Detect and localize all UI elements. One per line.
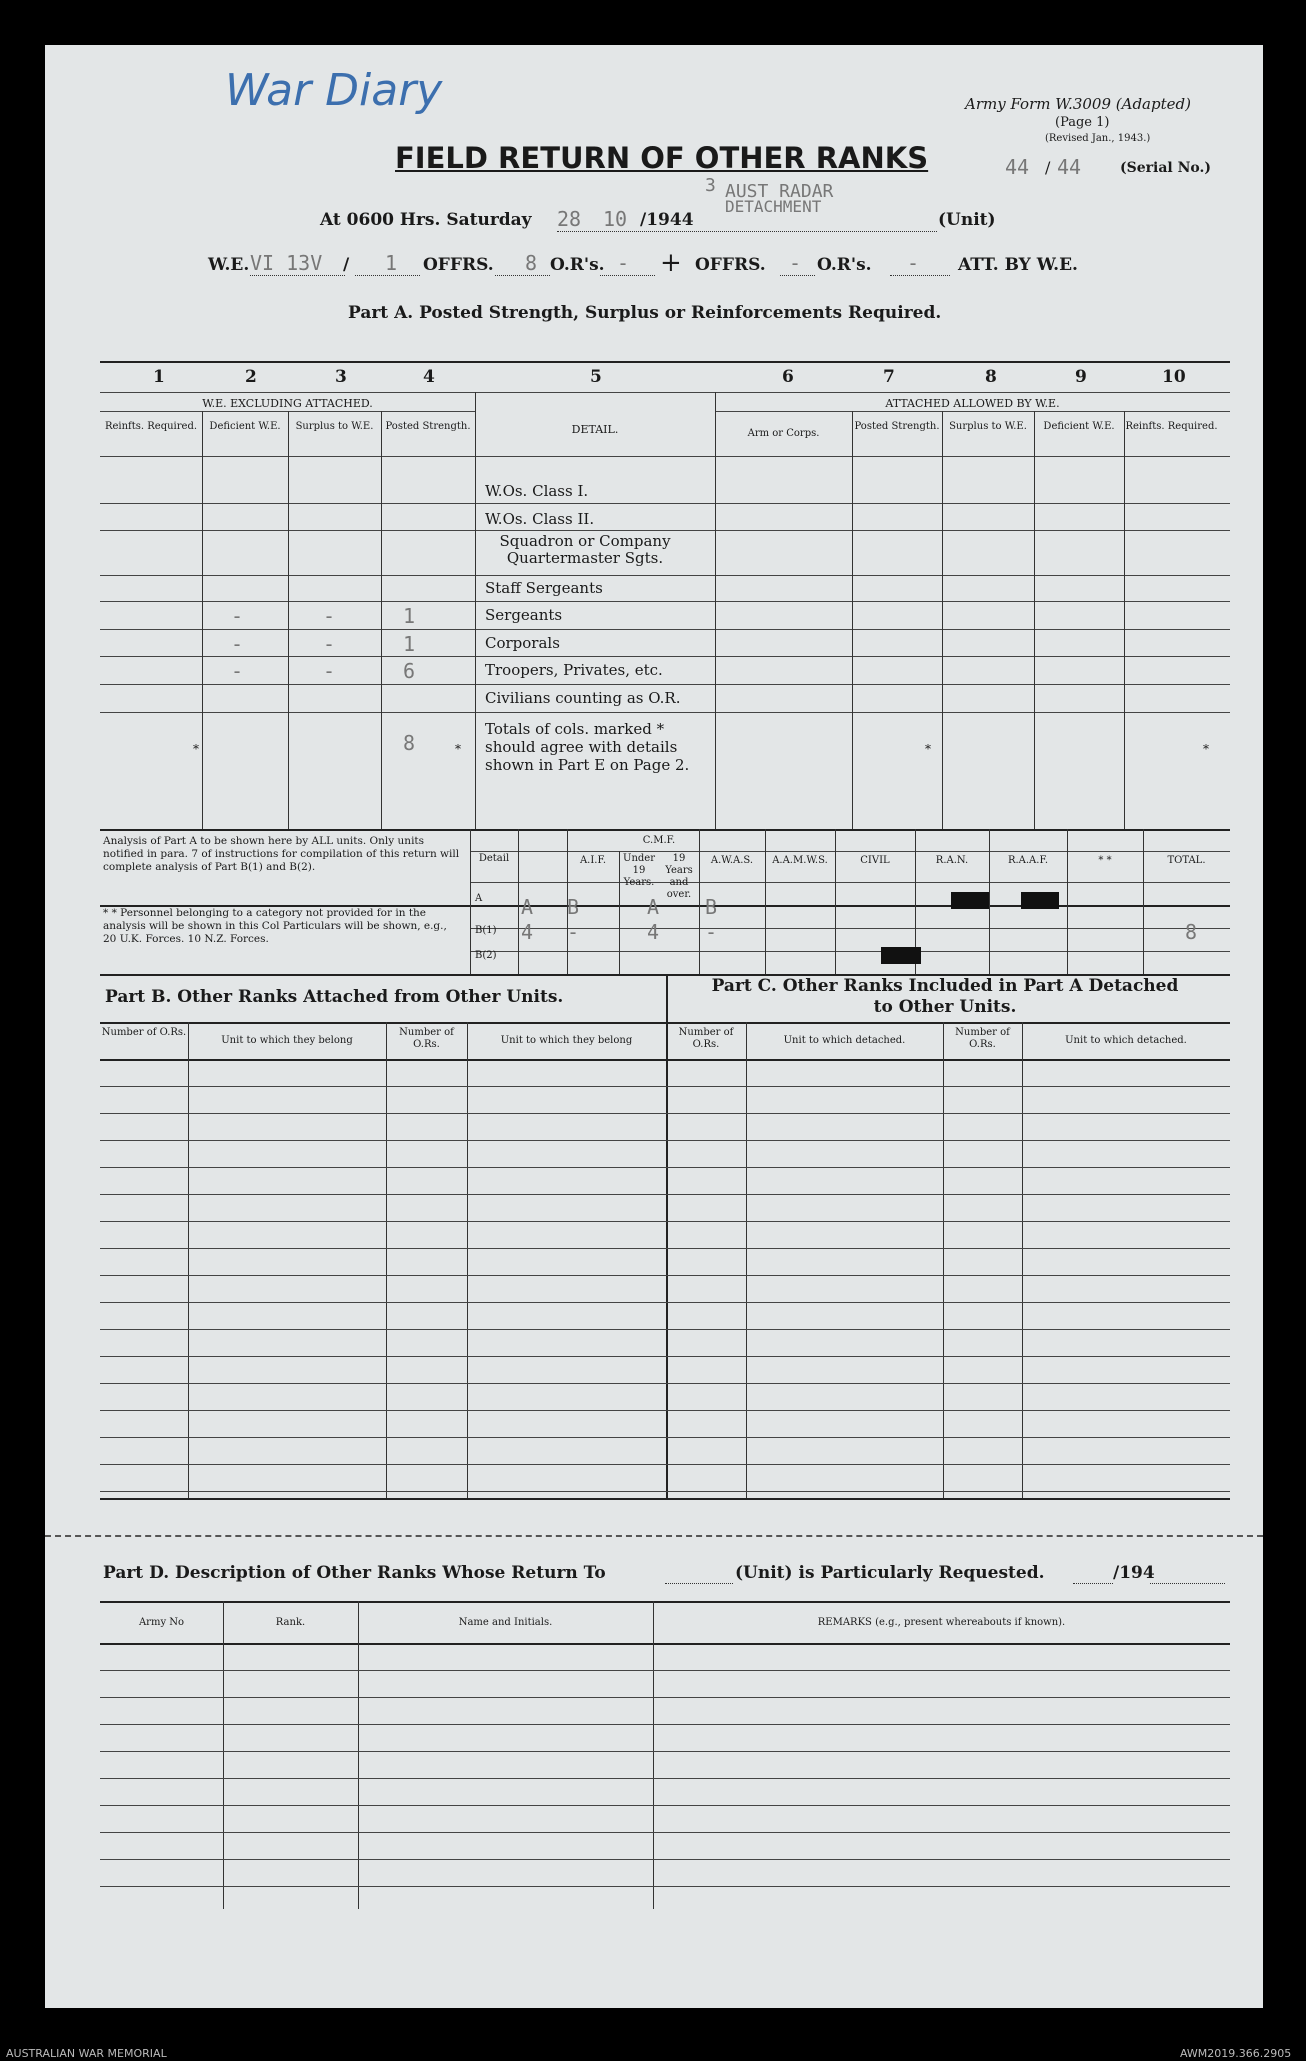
ruled-line xyxy=(100,1356,1230,1357)
ruled-line xyxy=(100,684,1230,685)
handwritten-note: War Diary xyxy=(225,65,443,116)
serial-label: (Serial No.) xyxy=(1120,160,1211,176)
detail-cqms: Squadron or Company Quartermaster Sgts. xyxy=(499,532,671,567)
ruled-line xyxy=(100,1383,1230,1384)
ruled-line xyxy=(100,1086,1230,1087)
att-label: ATT. BY W.E. xyxy=(958,255,1078,275)
detail-civilians: Civilians counting as O.R. xyxy=(485,689,681,707)
perforation-line xyxy=(45,1535,1263,1537)
sergeants-deficient: - xyxy=(231,604,244,628)
ors2-value: - xyxy=(907,251,920,275)
corporals-deficient: - xyxy=(231,632,244,656)
ruled-line xyxy=(100,1248,1230,1249)
footer-left: AUSTRALIAN WAR MEMORIAL xyxy=(6,2047,167,2060)
ors-value: - xyxy=(617,251,630,275)
footer-right: AWM2019.366.2905 xyxy=(1180,2047,1292,2060)
part-a-title: Part A. Posted Strength, Surplus or Reinforcements Required. xyxy=(348,303,942,323)
ruled-line xyxy=(100,1805,1230,1806)
unit-number: 3 xyxy=(705,175,716,196)
ruled-line xyxy=(100,1491,1230,1492)
form-page: War Diary Army Form W.3009 (Adapted) (Page 1) (Revised Jan., 1943.) 44 / 44 (Serial No.) FIELD RETURN OF OTHER RANKS 3 AUST RADAR DETACHMENT At 0600 Hrs. Saturday 28 10 /1944 (Unit) W.E. VI 13V / 1 OFFRS. 8 O.R's. - + OFFRS. - O.R's. - ATT. BY W.E. Part A. Posted Strength, Surplus or Reinforcements Required. 1 2 3 4 5 6 7 8 9 10 W.E. EXCLUDING ATTACHED. ATTACHED ALLOWED BY W.E. DETAIL. Reinfts. Required. Deficient W.E. Surplus to W.E. Posted Strength. Arm or Corps. Posted Strength. Surplus to W.E. Deficient W.E. Reinfts. Required. W.Os. Class I. W.Os. Class II. Squadron or Company Quartermaster Sgts. Staff Sergeants Sergeants Corporals Troopers, Privates, etc. Civilians counting as O.R. Totals of cols. marked * should agree with details shown in Part E on Page 2. - - 1 - - 1 - - 6 8 * * * * Analysis of Part A to be shown here by ALL units. Only units notified in para. 7 of instructions for compilation of this return will complete analysis of Part B(1) and B(2). * * Personnel belonging to a category not provided for in the analysis will be shown in this Col Particulars will be shown, e.g., 20 U.K. Forces. 10 N.Z. Forces. Detail A.I.F. C.M.F. Under 19 Years. 19 Years and over. A.W.A.S. A.A.M.W.S. CIVIL R.A.N. R.A.A.F. * * TOTAL. A B(1) B(2) A B A B 4 - 4 - 8 Part B. Other Ranks Attached from Other Units. Part C. Other Ranks Included in Part A Detached to Other Units. Number of O.Rs. Unit to which they belong Number of O.Rs. Unit to which they belong Number of O.Rs. Unit to which detached. Number of O.Rs. Unit to which detached. Part D. Description of Other Ranks Whose Return To (Unit) is Particularly Requested. /194 Army No Rank. Name and Initials. REMARKS (e.g., present whereabouts if known). xyxy=(45,45,1263,2008)
date-month: 10 xyxy=(603,207,628,231)
part-b-title: Part B. Other Ranks Attached from Other Units. xyxy=(105,987,564,1007)
ruled-line xyxy=(100,1113,1230,1114)
ruled-line xyxy=(100,1410,1230,1411)
part-d-title-mid: (Unit) is Particularly Requested. xyxy=(735,1563,1045,1583)
ruled-line xyxy=(100,656,1230,657)
ors-label: O.R's. xyxy=(550,255,605,275)
detail-wo-class-1: W.Os. Class I. xyxy=(485,482,589,500)
part-c-title-1: Part C. Other Ranks Included in Part A Detached xyxy=(711,976,1179,996)
analysis-note-2: * * Personnel belonging to a category not provided for in the analysis will be shown in this Col Particulars will be shown, e.g., 20 U.K. Forces. 10 N.Z. Forces. xyxy=(103,907,447,945)
ruled-line xyxy=(100,503,1230,504)
ors2-label: O.R's. xyxy=(817,255,872,275)
detail-corporals: Corporals xyxy=(485,634,560,652)
ruled-line xyxy=(100,1302,1230,1303)
date-day: 28 xyxy=(557,207,582,231)
analysis-note: Analysis of Part A to be shown here by ALL units. Only units notified in para. 7 of instructions for compilation of this return will complete analysis of Part B(1) and B(2). xyxy=(103,835,460,873)
ruled-line xyxy=(100,601,1230,602)
troopers-deficient: - xyxy=(231,659,244,683)
form-title: FIELD RETURN OF OTHER RANKS xyxy=(395,141,929,175)
ruled-line xyxy=(100,1464,1230,1465)
offrs-label: OFFRS. xyxy=(423,255,494,275)
troopers-surplus: - xyxy=(323,659,336,683)
detail-staff-sergeants: Staff Sergeants xyxy=(485,579,603,597)
ruled-line xyxy=(100,1329,1230,1330)
ruled-line xyxy=(100,1167,1230,1168)
redaction-mark xyxy=(1021,892,1059,909)
revised-label: (Revised Jan., 1943.) xyxy=(1045,133,1151,144)
serial-b: 44 xyxy=(1057,155,1082,179)
army-form-label: Army Form W.3009 (Adapted) xyxy=(965,95,1191,113)
ruled-line xyxy=(100,1886,1230,1887)
total-b1: 8 xyxy=(1185,920,1198,944)
we-excluding-header: W.E. EXCLUDING ATTACHED. xyxy=(202,397,373,410)
ruled-line xyxy=(100,1221,1230,1222)
ruled-line xyxy=(100,1437,1230,1438)
redaction-mark xyxy=(951,892,989,909)
part-d-title: Part D. Description of Other Ranks Whose Return To xyxy=(103,1563,606,1583)
detail-sergeants: Sergeants xyxy=(485,606,563,624)
attached-allowed-header: ATTACHED ALLOWED BY W.E. xyxy=(885,397,1060,410)
page-label: (Page 1) xyxy=(1055,115,1110,130)
ruled-line xyxy=(100,575,1230,576)
part-d-date: /194 xyxy=(1113,1563,1155,1583)
unit-name-2: DETACHMENT xyxy=(725,197,822,216)
unit-label: (Unit) xyxy=(938,210,996,230)
serial-a: 44 xyxy=(1005,155,1030,179)
detail-wo-class-2: W.Os. Class II. xyxy=(485,510,595,528)
ruled-line xyxy=(100,1832,1230,1833)
ruled-line xyxy=(100,1724,1230,1725)
troopers-posted: 6 xyxy=(403,659,416,683)
plus-sign: + xyxy=(660,248,682,278)
detail-totals: Totals of cols. marked * should agree with details shown in Part E on Page 2. xyxy=(485,720,690,774)
ruled-line xyxy=(100,530,1230,531)
ruled-line xyxy=(100,1275,1230,1276)
sergeants-posted: 1 xyxy=(403,604,416,628)
ruled-line xyxy=(100,1859,1230,1860)
sergeants-surplus: - xyxy=(323,604,336,628)
ruled-line xyxy=(100,629,1230,630)
date-year: /1944 xyxy=(640,210,694,230)
ruled-line xyxy=(100,1778,1230,1779)
ruled-line xyxy=(100,712,1230,713)
totals-posted: 8 xyxy=(403,731,416,755)
detail-troopers: Troopers, Privates, etc. xyxy=(485,661,663,679)
detail-header: DETAIL. xyxy=(571,423,619,436)
offrs2-value: - xyxy=(789,251,802,275)
ruled-line xyxy=(100,1751,1230,1752)
part-c-title-2: to Other Units. xyxy=(873,997,1017,1017)
we-num: 1 xyxy=(385,251,398,275)
at-label: At 0600 Hrs. Saturday xyxy=(320,210,532,230)
offrs-value: 8 xyxy=(525,251,538,275)
offrs2-label: OFFRS. xyxy=(695,255,766,275)
corporals-surplus: - xyxy=(323,632,336,656)
ruled-line xyxy=(100,1670,1230,1671)
unit-name-1: AUST RADAR xyxy=(725,181,834,202)
we-value: VI 13V xyxy=(250,251,323,275)
ruled-line xyxy=(100,1697,1230,1698)
we-label: W.E. xyxy=(208,255,250,275)
redaction-mark xyxy=(881,947,921,964)
corporals-posted: 1 xyxy=(403,632,416,656)
ruled-line xyxy=(100,1140,1230,1141)
ruled-line xyxy=(100,1194,1230,1195)
